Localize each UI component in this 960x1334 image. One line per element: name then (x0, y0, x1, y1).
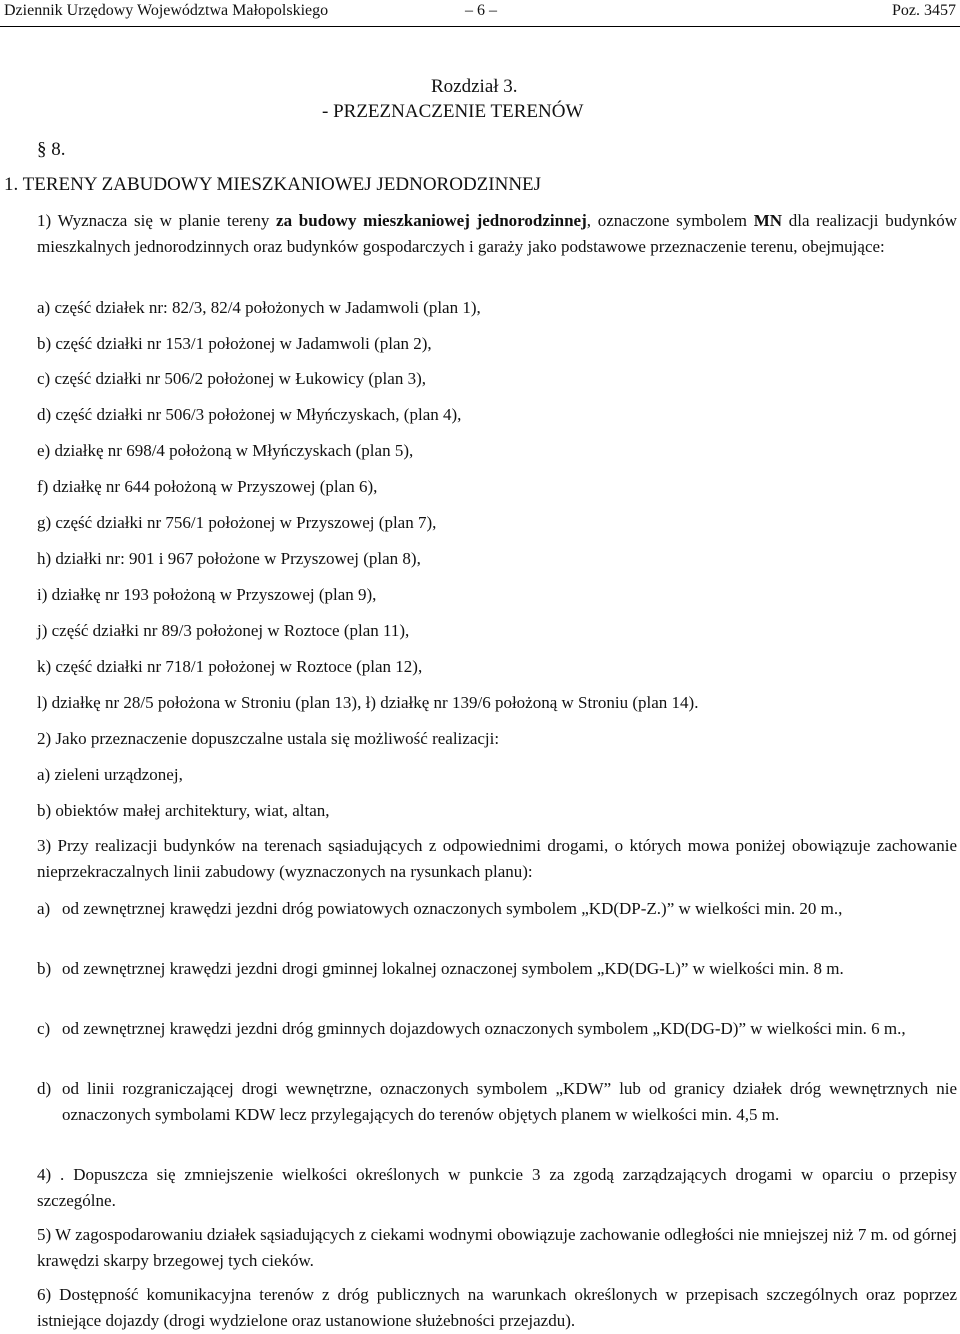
position-number: Poz. 3457 (892, 2, 956, 19)
list-item: a) od zewnętrznej krawędzi jezdni dróg powiatowych oznaczonych symbolem „KD(DP-Z.)” w wielkości min. 20 m., (37, 899, 843, 918)
list-item: d) część działki nr 506/3 położonej w Młyńczyskach, (plan 4), (37, 405, 462, 424)
paragraph-5: 5) W zagospodarowaniu działek sąsiadujących z ciekami wodnymi obowiązuje zachowanie odległości nie mniejszej niż 7 m. od górnej krawędzi skarpy brzegowej tych cieków. (37, 1225, 957, 1270)
list-item: b) od zewnętrznej krawędzi jezdni drogi gminnej lokalnej oznaczonej symbolem „KD(DG-L)” w wielkości min. 8 m. (37, 959, 844, 978)
paragraph-3: 3) Przy realizacji budynków na terenach sąsiadujących z odpowiednimi drogami, o których mowa poniżej obowiązuje zachowanie nieprzekraczalnych linii zabudowy (wyznaczonych na rysunkach planu): (37, 836, 957, 881)
list-item: b) część działki nr 153/1 położonej w Jadamwoli (plan 2), (37, 334, 432, 353)
list-item: d) od linii rozgraniczającej drogi wewnętrzne, oznaczonych symbolem „KDW” lub od granicy działek dróg wewnętrznych nie oznaczonych symbolami KDW lecz przylegających do terenów objętych planem w wielkości min. 4,5 m. (37, 1079, 957, 1124)
section-number: § 8. (37, 139, 66, 160)
paragraph-2: 2) Jako przeznaczenie dopuszczalne ustala się możliwość realizacji: (37, 729, 500, 748)
paragraph-4: 4) . Dopuszcza się zmniejszenie wielkości określonych w punkcie 3 za zgodą zarządzających drogami w oparciu o przepisy szczególne. (37, 1165, 958, 1210)
list-item: a) część działek nr: 82/3, 82/4 położonych w Jadamwoli (plan 1), (37, 298, 481, 317)
page-number: – 6 – (465, 2, 497, 19)
paragraph-1: 1) Wyznacza się w planie tereny za budowy mieszkaniowej jednorodzinnej, oznaczone symbolem MN dla realizacji budynków mieszkalnych jednorodzinnych oraz budynków gospodarczych i garaży jako podstawowe przeznaczenie terenu, obejmujące: (37, 211, 958, 256)
list-item: e) działkę nr 698/4 położoną w Młyńczyskach (plan 5), (37, 441, 414, 460)
list-item: j) część działki nr 89/3 położonej w Roztoce (plan 11), (37, 621, 410, 640)
list-item: c) część działki nr 506/2 położonej w Łukowicy (plan 3), (37, 369, 426, 388)
subsection-title: 1. TERENY ZABUDOWY MIESZKANIOWEJ JEDNORODZINNEJ (4, 174, 542, 195)
list-item: f) działkę nr 644 położoną w Przyszowej (plan 6), (37, 477, 378, 496)
list-item: h) działki nr: 901 i 967 położone w Przyszowej (plan 8), (37, 549, 421, 568)
list-item: l) działkę nr 28/5 położona w Stroniu (plan 13), ł) działkę nr 139/6 położoną w Stroniu (plan 14). (37, 693, 699, 712)
chapter-subtitle: - PRZEZNACZENIE TERENÓW (322, 101, 584, 122)
journal-title: Dziennik Urzędowy Województwa Małopolskiego (4, 2, 329, 19)
list-item: g) część działki nr 756/1 położonej w Przyszowej (plan 7), (37, 513, 437, 532)
list-item: a) zieleni urządzonej, (37, 765, 183, 784)
chapter-title: Rozdział 3. (431, 76, 518, 97)
list-item: i) działkę nr 193 położoną w Przyszowej (plan 9), (37, 585, 377, 604)
paragraph-6: 6) Dostępność komunikacyjna terenów z dróg publicznych na warunkach określonych w przepisach szczególnych oraz poprzez istniejące dojazdy (drogi wydzielone oraz ustanowione służebności przejazdu). (37, 1285, 958, 1330)
list-item: c) od zewnętrznej krawędzi jezdni dróg gminnych dojazdowych oznaczonych symbolem „KD(DG-D)” w wielkości min. 6 m., (37, 1019, 906, 1038)
list-item: b) obiektów małej architektury, wiat, altan, (37, 801, 330, 820)
list-item: k) część działki nr 718/1 położonej w Roztoce (plan 12), (37, 657, 423, 676)
page-header (0, 0, 960, 27)
